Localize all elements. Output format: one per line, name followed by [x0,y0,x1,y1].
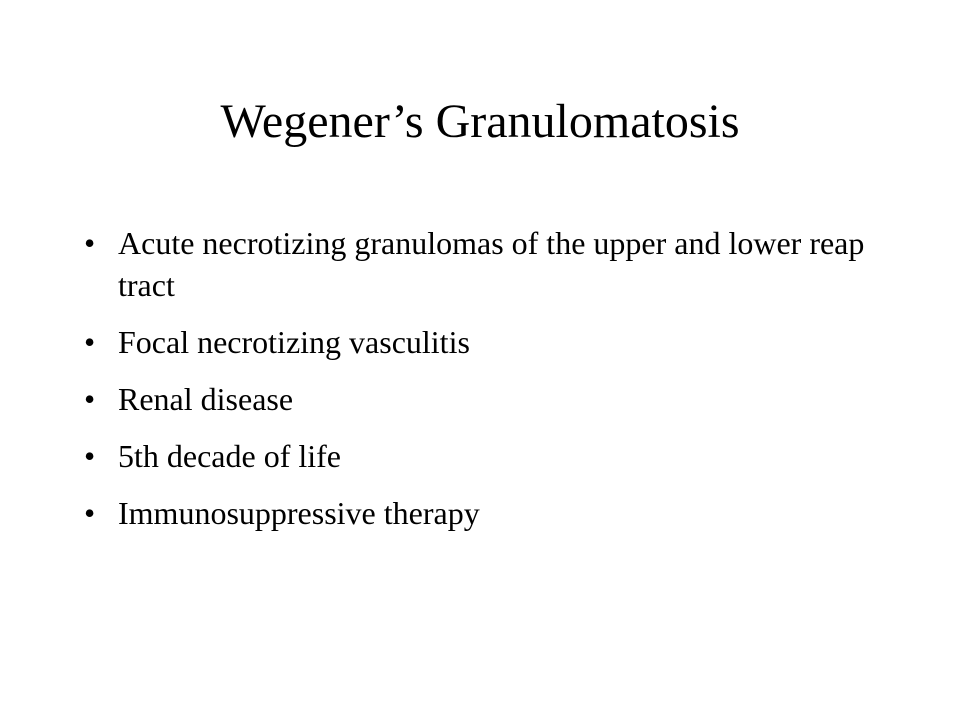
bullet-item [84,435,884,477]
bullet-icon: • [84,225,96,261]
bullet-text: Acute necrotizing granulomas of the upper and lower reap tract [118,225,865,303]
bullet-item [84,378,884,420]
bullet-icon: • [84,438,96,474]
bullet-list [84,222,884,549]
bullet-text: Renal disease [118,381,294,417]
bullet-text: Immunosuppressive therapy [118,495,480,531]
bullet-item [84,222,884,306]
bullet-item [84,492,884,534]
bullet-item [84,321,884,363]
bullet-text: 5th decade of life [118,438,341,474]
bullet-icon: • [84,381,96,417]
slide-title: Wegener’s Granulomatosis [220,95,740,148]
bullet-icon: • [84,324,96,360]
bullet-text: Focal necrotizing vasculitis [118,324,470,360]
bullet-icon: • [84,495,96,531]
